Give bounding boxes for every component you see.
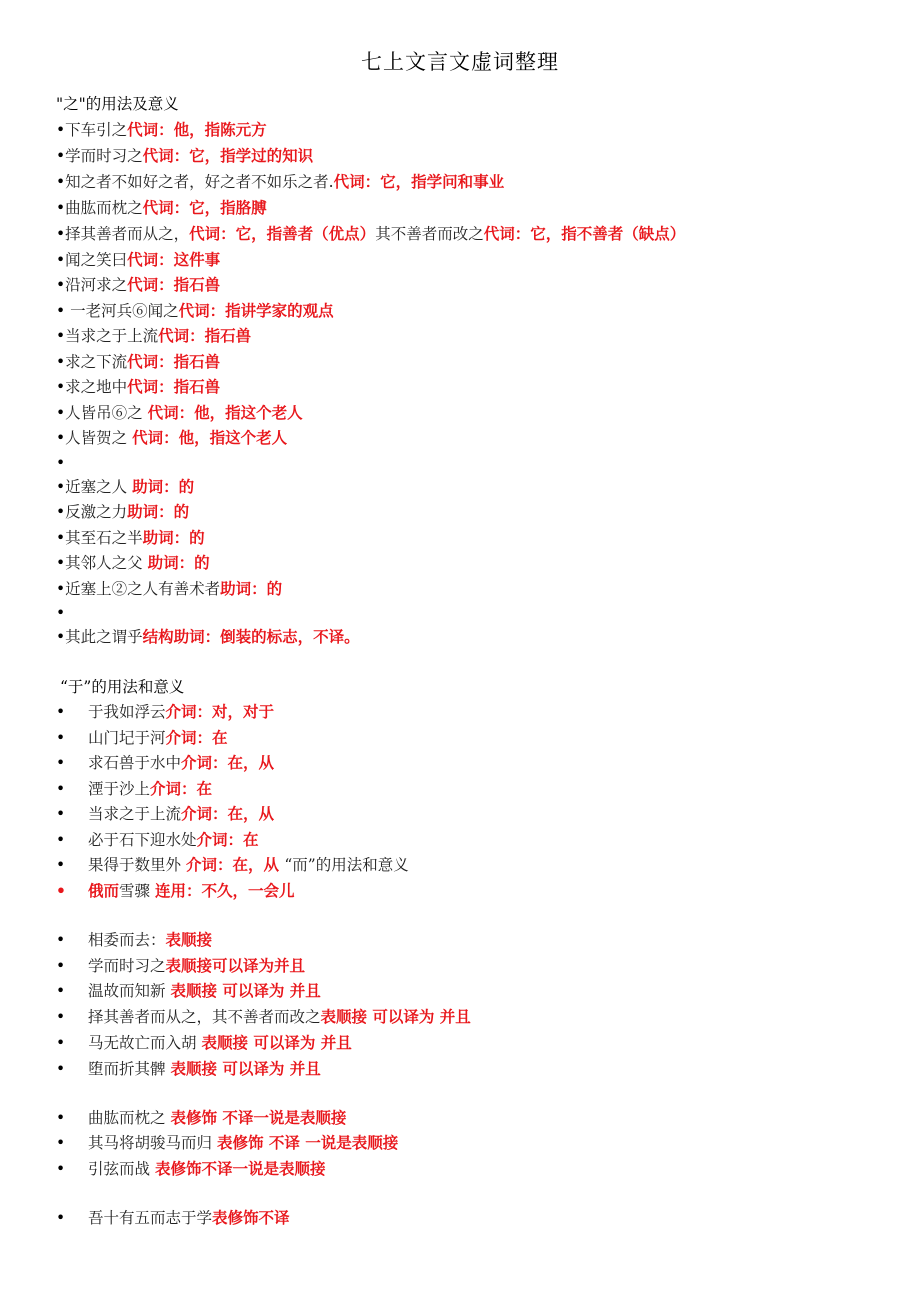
bullet: • (56, 251, 66, 269)
list-item: 相委而去：表顺接 (88, 930, 213, 949)
list-item: •曲肱而枕之代词：它，指胳膊 (56, 198, 267, 217)
bullet: • (56, 628, 66, 646)
bullet: • (56, 604, 66, 622)
list-item: 当求之于上流介词：在，从 (88, 804, 275, 823)
list-item: •人皆贺之 代词：他，指这个老人 (56, 428, 288, 447)
list-item: •下车引之代词：他，指陈元方 (56, 120, 267, 139)
bullet: • (56, 478, 66, 496)
list-item: 择其善者而从之，其不善者而改之表顺接 可以译为 并且 (88, 1007, 471, 1026)
list-item: 温故而知新 表顺接 可以译为 并且 (88, 981, 321, 1000)
list-item: 马无故亡而入胡 表顺接 可以译为 并且 (88, 1033, 352, 1052)
list-item: •人皆吊⑥之 代词：他，指这个老人 (56, 403, 303, 422)
bullet: • (56, 982, 66, 1000)
bullet: • (56, 429, 66, 447)
list-item: •求之地中代词：指石兽 (56, 377, 221, 396)
bullet: • (56, 754, 66, 772)
list-item: •择其善者而从之，代词：它，指善者（优点）其不善者而改之代词：它，指不善者（缺点） (56, 224, 686, 243)
list-item-empty (56, 452, 65, 474)
list-item: •近塞上②之人有善术者助词：的 (56, 579, 283, 598)
list-item: 学而时习之表顺接可以译为并且 (88, 956, 306, 975)
bullet: • (56, 856, 66, 874)
list-item: •当求之于上流代词：指石兽 (56, 326, 252, 345)
bullet: • (56, 302, 66, 320)
bullet: • (56, 780, 66, 798)
list-item: 其马将胡骏马而归 表修饰 不译 一说是表顺接 (88, 1133, 399, 1152)
list-item: 求石兽于水中介词：在，从 (88, 753, 275, 772)
bullet: • (56, 503, 66, 521)
bullet: • (56, 703, 66, 721)
bullet: • (56, 881, 66, 900)
bullet: • (56, 454, 66, 472)
list-item: •近塞之人 助词：的 (56, 477, 195, 496)
list-item-empty (56, 602, 65, 624)
list-item: 果得于数里外 介词：在，从 “而”的用法和意义 (88, 855, 409, 874)
list-item: 堕而折其髀 表顺接 可以译为 并且 (88, 1059, 321, 1078)
bullet: • (56, 404, 66, 422)
bullet: • (56, 276, 66, 294)
bullet: • (56, 831, 66, 849)
list-item: 引弦而战 表修饰不译一说是表顺接 (88, 1159, 326, 1178)
list-item: •求之下流代词：指石兽 (56, 352, 221, 371)
section-heading-zhi: "之"的用法及意义 (56, 95, 179, 113)
list-item: •知之者不如好之者，好之者不如乐之者.代词：它，指学问和事业 (56, 172, 505, 191)
bullet: • (56, 199, 66, 217)
bullet: • (56, 554, 66, 572)
list-item: 于我如浮云介词：对，对于 (88, 702, 275, 721)
bullet: • (56, 931, 66, 949)
list-item: •闻之笑曰代词：这件事 (56, 250, 221, 269)
bullet: • (56, 529, 66, 547)
bullet: • (56, 1060, 66, 1078)
bullet: • (56, 1134, 66, 1152)
list-item: 俄而雪骤 连用：不久，一会儿 (88, 881, 295, 900)
list-item: 吾十有五而志于学表修饰不译 (88, 1208, 290, 1227)
list-item: •沿河求之代词：指石兽 (56, 275, 221, 294)
bullet: • (56, 327, 66, 345)
list-item: •其邻人之父 助词：的 (56, 553, 210, 572)
bullet: • (56, 147, 66, 165)
bullet: • (56, 173, 66, 191)
bullet: • (56, 378, 66, 396)
bullet: • (56, 225, 66, 243)
list-item: •其至石之半助词：的 (56, 528, 205, 547)
bullet: • (56, 1109, 66, 1127)
section-heading-er: “而”的用法和意义 (284, 856, 409, 874)
section-heading-yu: “于”的用法和意义 (60, 678, 185, 696)
list-item: 山门圮于河介词：在 (88, 728, 228, 747)
bullet: • (56, 957, 66, 975)
list-item: •其此之谓乎结构助词：倒装的标志，不译。 (56, 627, 360, 646)
page-title: 七上文言文虚词整理 (361, 50, 559, 74)
bullet: • (56, 353, 66, 371)
list-item: •学而时习之代词：它，指学过的知识 (56, 146, 314, 165)
list-item: 湮于沙上介词：在 (88, 779, 213, 798)
bullet: • (56, 121, 66, 139)
list-item: 曲肱而枕之 表修饰 不译一说是表顺接 (88, 1108, 347, 1127)
list-item: •反激之力助词：的 (56, 502, 190, 521)
bullet: • (56, 1034, 66, 1052)
bullet: • (56, 805, 66, 823)
list-item: 必于石下迎水处介词：在 (88, 830, 259, 849)
bullet: • (56, 1008, 66, 1026)
bullet: • (56, 729, 66, 747)
list-item: • 一老河兵⑥闻之代词：指讲学家的观点 (56, 301, 334, 320)
bullet: • (56, 1160, 66, 1178)
bullet: • (56, 1209, 66, 1227)
bullet: • (56, 580, 66, 598)
